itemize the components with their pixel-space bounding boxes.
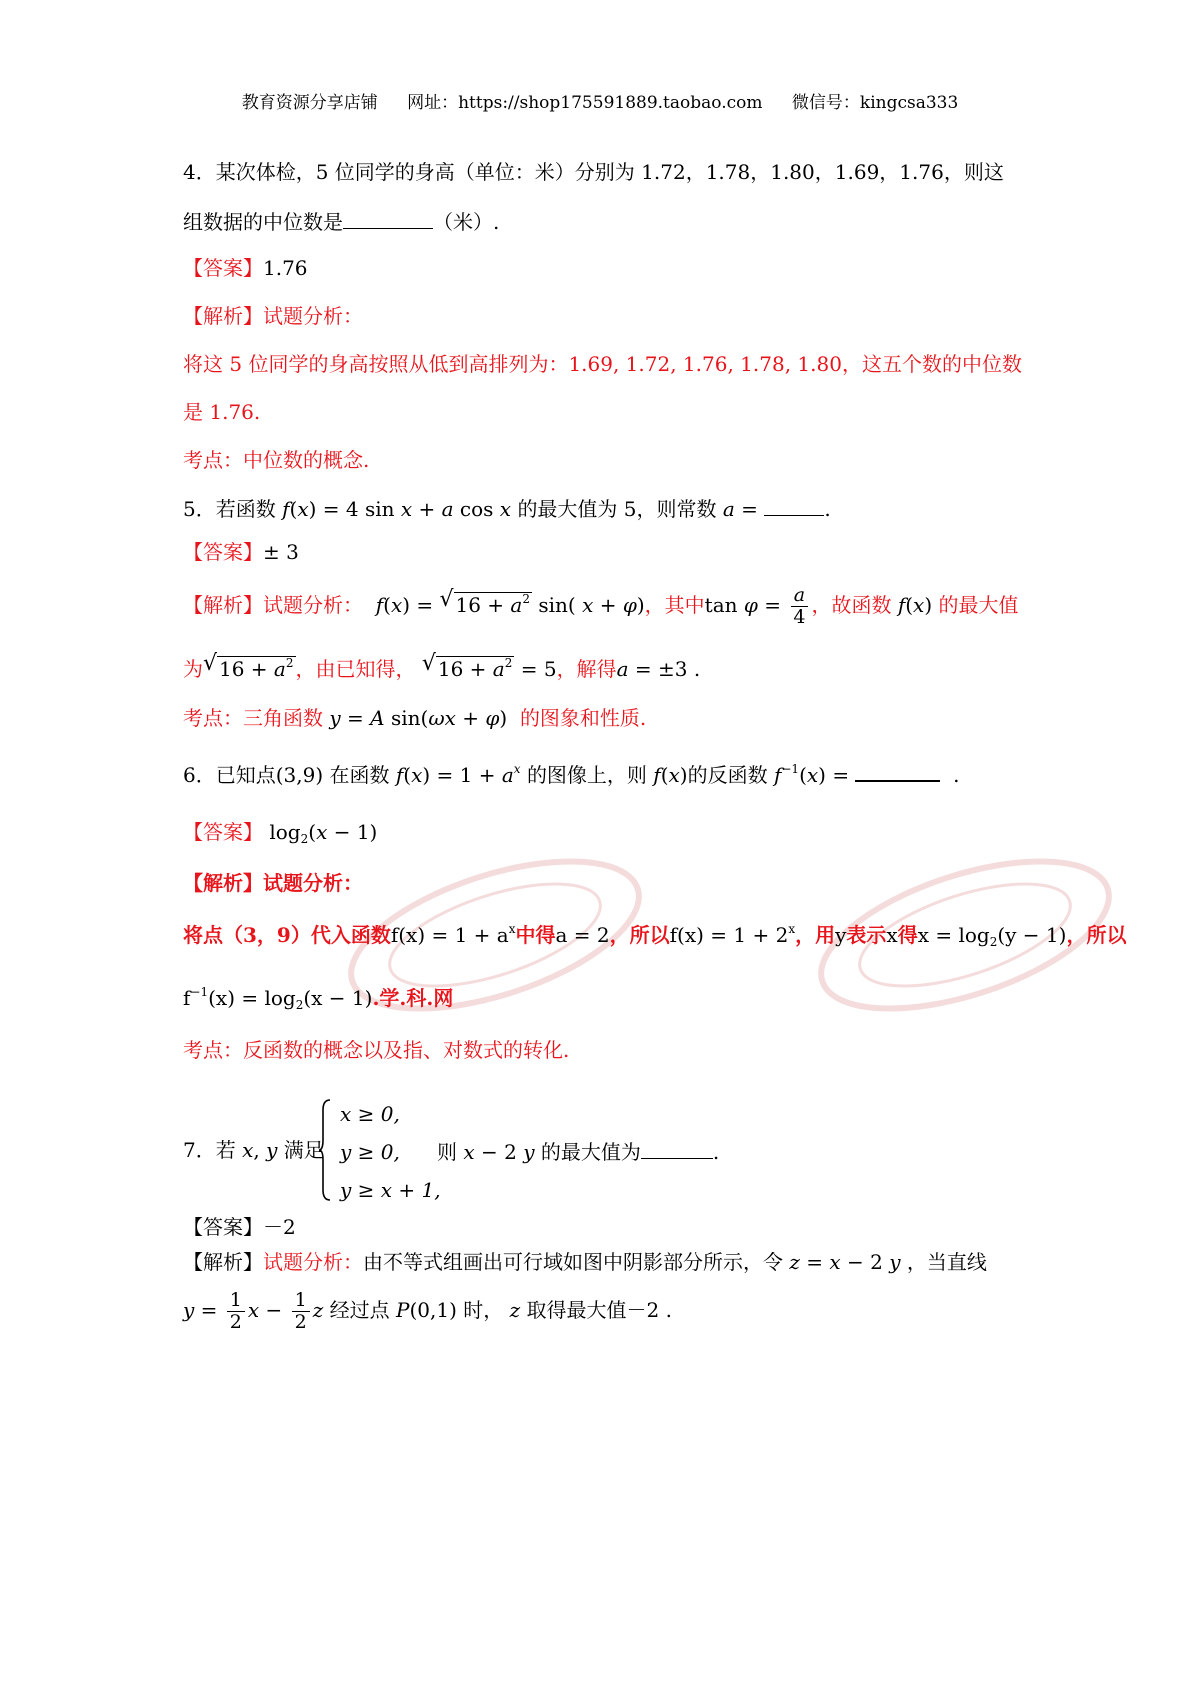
q4-point: 考点：中位数的概念. <box>183 448 370 472</box>
q4-analysis-head: 【解析】试题分析： <box>183 304 363 328</box>
constraint-2: y ≥ 0, <box>340 1140 400 1164</box>
q6-stem: 6．已知点(3,9) 在函数 $f(x) = 1 + a^x$ 的图像上，则 f(x)的反函数 $f^{-1}(x)$ = . <box>183 762 960 787</box>
q6-analysis-head: 【解析】试题分析： <box>183 871 363 895</box>
q6-analysis-line1: 将点（3，9）代入函数$f(x) = 1 + a^x$中得a = 2，所以$f(x) = 1 + 2^x$，用y表示x得$x = \log_2(y - 1)$，所以 <box>183 922 1127 949</box>
q4-stem-line1: 4．某次体检，5 位同学的身高（单位：米）分别为 1.72，1.78，1.80，1.69，1.76，则这 <box>183 160 1004 184</box>
shop-name: 教育资源分享店铺 <box>241 93 378 113</box>
q7-answer: 【答案】－2 <box>183 1215 296 1239</box>
q5-answer: 【答案】± 3 <box>183 540 299 564</box>
constraint-1: x ≥ 0, <box>340 1102 400 1126</box>
answer-blank <box>641 1140 713 1159</box>
page-header <box>0 88 1200 113</box>
shop-url[interactable]: 网址：https://shop175591889.taobao.com <box>407 93 763 113</box>
q6-answer: 【答案】 $\log_2(x - 1)$ <box>183 820 378 846</box>
answer-blank <box>764 497 824 516</box>
answer-blank <box>855 762 940 782</box>
q7-stem: 7．若 x, y 满足 <box>183 1138 324 1162</box>
q5-stem: 5．若函数 f(x) = 4 sin x + a cos x 的最大值为 5，则常数 a = . <box>183 497 831 521</box>
q5-point: 考点：三角函数 y = A sin(ωx + φ) 的图象和性质. <box>183 706 647 730</box>
q4-analysis-line2: 是 1.76. <box>183 400 261 424</box>
q7-analysis-line2: y = $\frac{1}{2}$ x − $\frac{1}{2}$ z 经过点 P(0,1) 时， z 取得最大值－2 . <box>183 1289 672 1333</box>
q5-analysis-line2: 为√ $16 + a^2$ ，由已知得， √ $16 + a^2 = 5$，解得a = ±3 . <box>183 656 700 679</box>
wechat-id: 微信号：kingcsa333 <box>791 93 959 113</box>
constraint-3: y ≥ x + 1, <box>340 1178 441 1202</box>
q7-stem-tail: 则 x − 2 y 的最大值为 . <box>437 1140 720 1164</box>
q6-analysis-line2: $f^{-1}(x) = \log_2(x - 1)$.学.科.网 <box>183 985 454 1012</box>
q5-analysis-line1: 【解析】试题分析： f(x) = √ $16 + a^2$ sin( x + φ)，其中tan φ = $\frac{a}{4}$ ，故函数 f(x) 的最大值 <box>183 585 1018 628</box>
q4-answer: 【答案】1.76 <box>183 256 308 280</box>
q7-analysis-line1: 【解析】试题分析：由不等式组画出可行域如图中阴影部分所示，令 z = x − 2 y ，当直线 <box>183 1250 987 1274</box>
q4-analysis-line1: 将这 5 位同学的身高按照从低到高排列为：1.69, 1.72, 1.76, 1.78, 1.80，这五个数的中位数 <box>183 352 1022 376</box>
answer-blank <box>343 210 433 229</box>
q4-stem-line2: 组数据的中位数是 （米）. <box>183 210 500 234</box>
q6-point: 考点：反函数的概念以及指、对数式的转化. <box>183 1038 570 1062</box>
